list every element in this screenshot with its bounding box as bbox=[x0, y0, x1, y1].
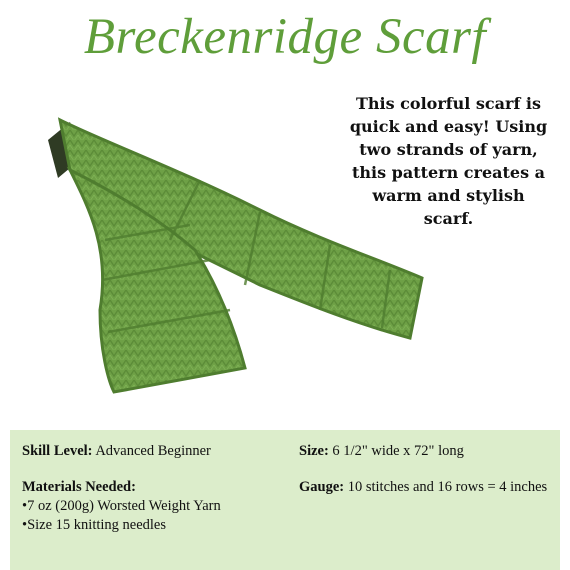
gauge-info bbox=[299, 478, 549, 497]
gauge-label: Gauge: bbox=[299, 479, 345, 495]
skill-level bbox=[22, 442, 211, 461]
materials-list bbox=[22, 478, 221, 535]
list-item: •Size 15 knitting needles bbox=[22, 517, 167, 533]
size-value: 6 1/2" wide x 72" long bbox=[332, 443, 464, 459]
skill-level-value: Advanced Beginner bbox=[95, 443, 211, 459]
size-info bbox=[299, 442, 464, 461]
page-title: Breckenridge Scarf bbox=[83, 9, 487, 65]
materials-label: Materials Needed: bbox=[22, 479, 136, 495]
pattern-details-panel bbox=[10, 430, 560, 570]
gauge-value: 10 stitches and 16 rows = 4 inches bbox=[347, 479, 548, 495]
list-item: •7 oz (200g) Worsted Weight Yarn bbox=[22, 498, 221, 514]
skill-level-label: Skill Level: bbox=[22, 443, 93, 459]
size-label: Size: bbox=[299, 443, 329, 459]
description-text: This colorful scarf is quick and easy! Using two strands of yarn, this pattern creates a warm and stylish scarf. bbox=[349, 94, 548, 228]
